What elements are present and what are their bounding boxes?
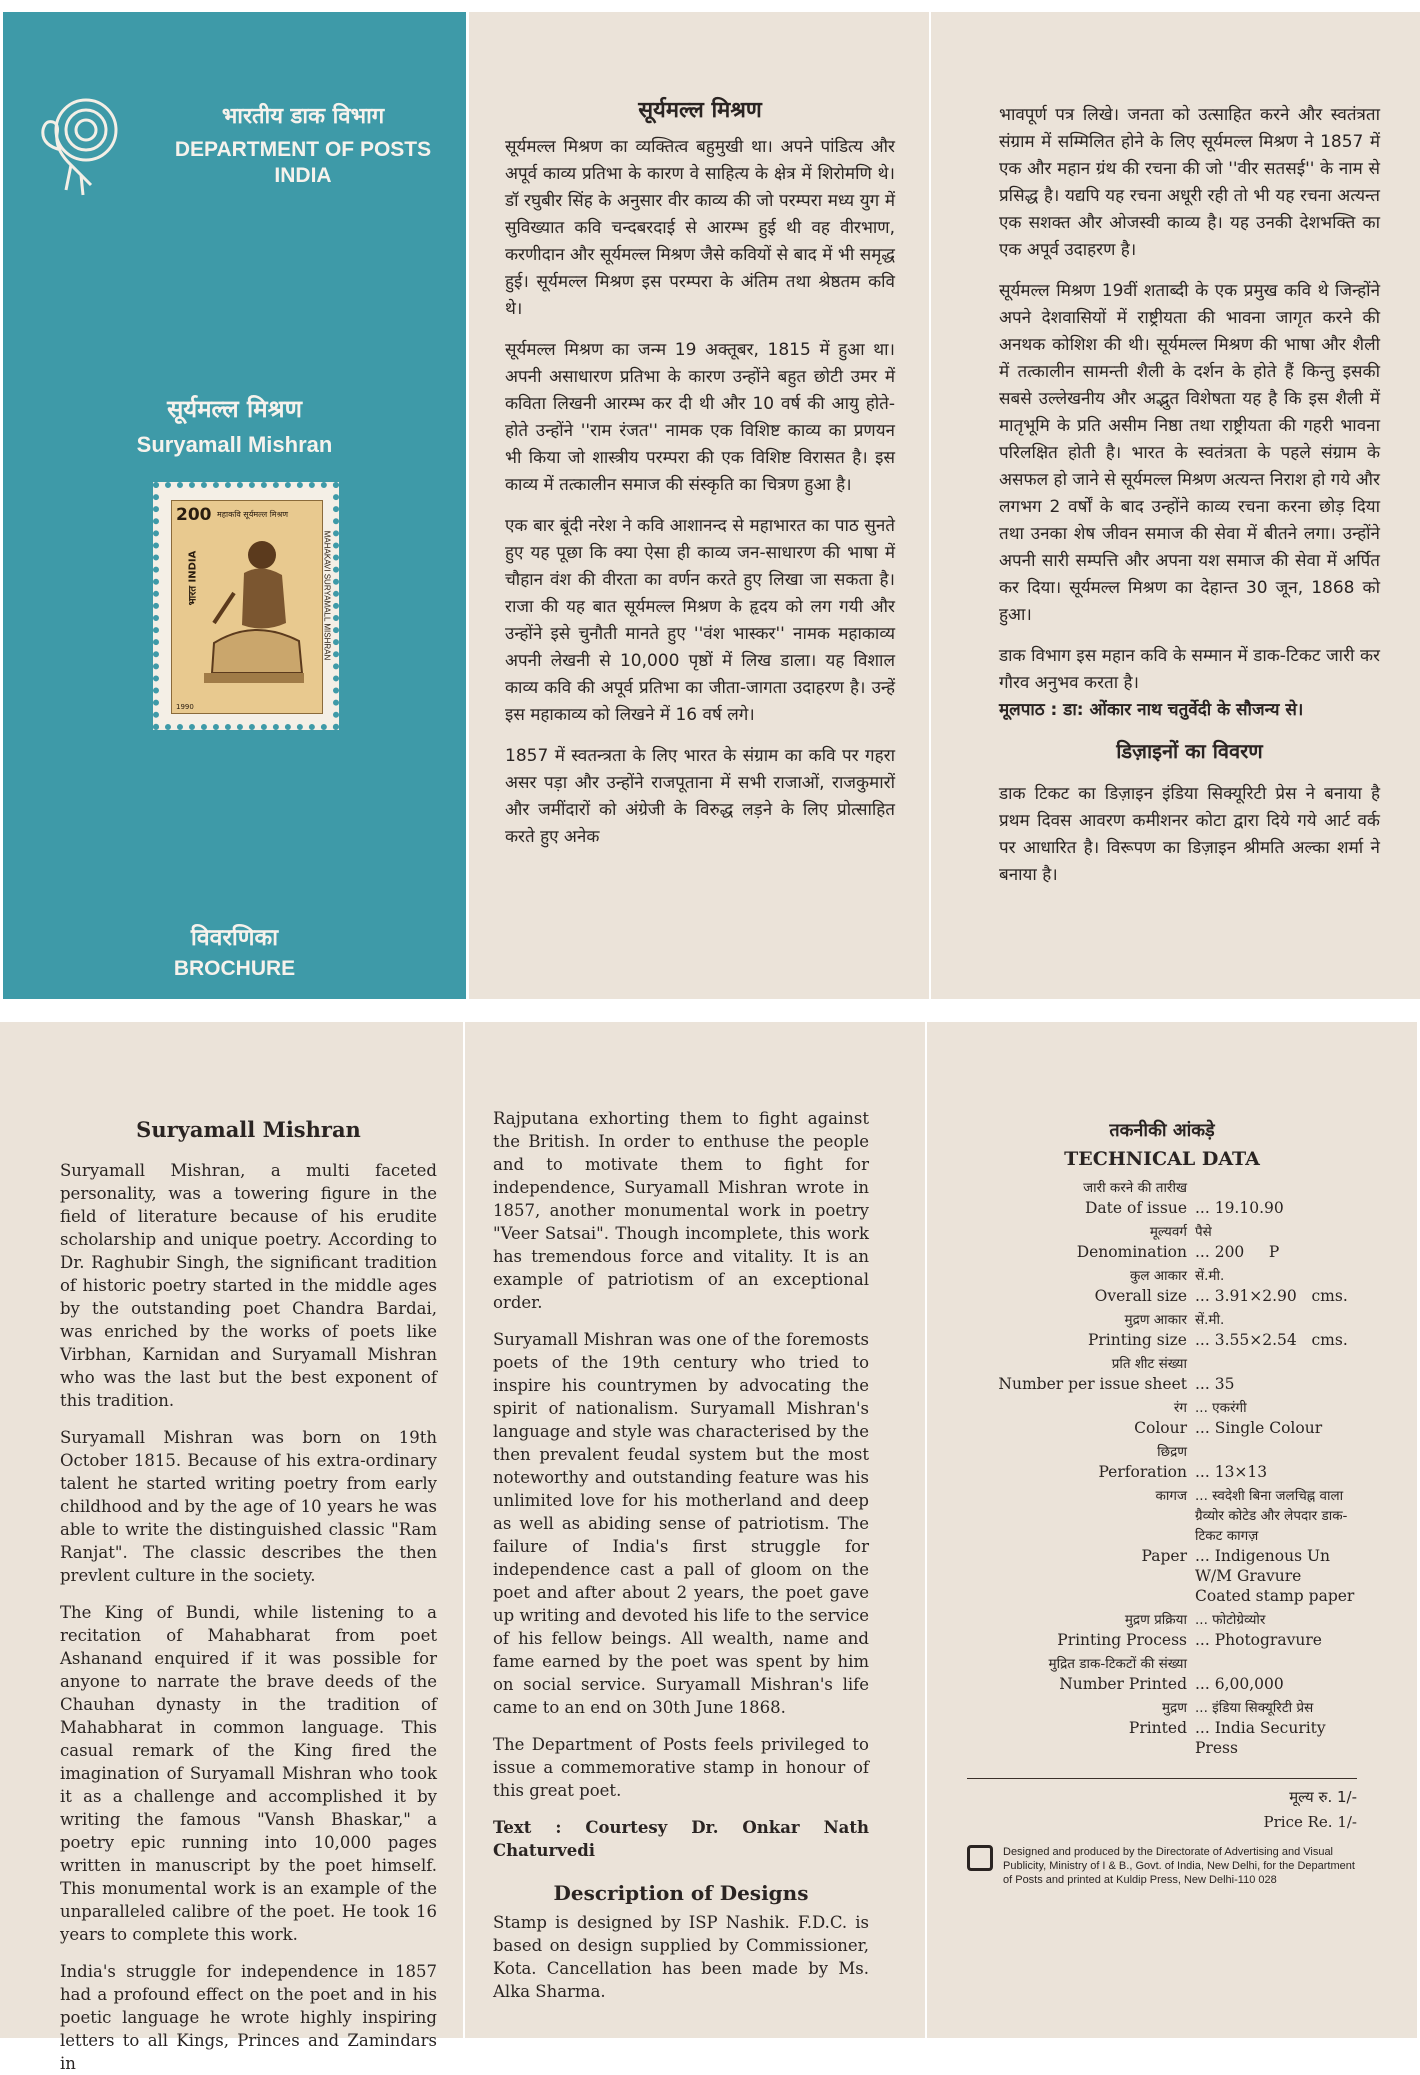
row-label-hindi: रंग xyxy=(1173,1400,1187,1416)
technical-row-hindi xyxy=(967,1654,1357,1674)
technical-row xyxy=(967,1654,1357,1694)
hindi-para-5: भावपूर्ण पत्र लिखे। जनता को उत्साहित करने और स्वतंत्रता संग्राम में सम्मिलित होने के लिए सूर्यमल्ल मिश्रण ने 1857 में एक और महान ग्रंथ की रचना की जो ''वीर सतसई'' के नाम से प्रसिद्ध है। यद्यपि यह रचना अधूरी रही तो भी यह रचना अत्यन्त एक सशक्त और ओजस्वी काव्य है। यह उनकी देशभक्ति का एक अपूर्व उदाहरण है। xyxy=(999,105,1380,260)
technical-row-hindi xyxy=(967,1442,1357,1462)
technical-row xyxy=(967,1310,1357,1350)
technical-row xyxy=(967,1178,1357,1218)
row-value-english: ... Indigenous Un W/M Gravure Coated stamp paper xyxy=(1195,1547,1355,1605)
technical-row xyxy=(967,1610,1357,1650)
row-value-hindi: सें.मी. xyxy=(1195,1268,1225,1284)
technical-panel xyxy=(927,1022,1417,2038)
technical-row-hindi xyxy=(967,1398,1357,1418)
row-label-english: Printed xyxy=(1128,1719,1187,1737)
english-design-title: Description of Designs xyxy=(553,1881,809,1905)
price-hindi: मूल्य रु. 1/- xyxy=(1289,1788,1357,1806)
english-title: Suryamall Mishran xyxy=(136,1117,361,1142)
cover-panel xyxy=(3,12,466,999)
row-value-hindi: ... एकरंगी xyxy=(1195,1400,1247,1416)
row-value-english: ... 200 P xyxy=(1195,1243,1280,1261)
hindi-para-1: सूर्यमल्ल मिश्रण का व्यक्तित्व बहुमुखी था। अपने पांडित्य और अपूर्व काव्य प्रतिभा के कारण वे साहित्य के क्षेत्र में शिरोमणि थे। डॉ रघुबीर सिंह के अनुसार वीर काव्य की जो परम्परा मध्य युग में सुविख्यात कवि चन्दबरदाई से आरम्भ हुई थी वह वीरभाण, करणीदान और सूर्यमल्ल मिश्रण जैसे कवियों से बाद में भी समृद्ध हुई। सूर्यमल्ल मिश्रण इस परम्परा के अंतिम तथा श्रेष्ठतम कवि थे। xyxy=(505,137,895,319)
stamp-artwork xyxy=(171,500,332,714)
stamp-side-text: MAHAKAVI SURYAMALL MISHRAN xyxy=(322,530,332,661)
row-value-hindi: ... इंडिया सिक्यूरिटी प्रेस xyxy=(1195,1700,1314,1716)
technical-row-hindi xyxy=(967,1178,1357,1198)
dept-name-hindi: भारतीय डाक विभाग xyxy=(221,104,385,129)
english-para-4: India's struggle for independence in 1857 had a profound effect on the poet and in his poetic language he wrote highly inspiring letters to all Kings, Princes and Zamindars in xyxy=(60,1962,437,2073)
footer xyxy=(967,1845,1357,1887)
row-value-english: ... 3.91×2.90 cms. xyxy=(1195,1287,1348,1305)
row-value-hindi: सें.मी. xyxy=(1195,1312,1225,1328)
row-label-english: Number per issue sheet xyxy=(998,1375,1187,1393)
hindi-design-title: डिज़ाइनों का विवरण xyxy=(1116,739,1263,763)
dept-country: INDIA xyxy=(274,164,332,187)
row-label-hindi: प्रति शीट संख्या xyxy=(1111,1356,1187,1372)
technical-row-english xyxy=(967,1242,1357,1262)
divider xyxy=(967,1778,1357,1779)
technical-row-english xyxy=(967,1630,1357,1650)
footer-text: Designed and produced by the Directorate of Advertising and Visual Publicity, Ministry of I & B., Govt. of India, New Delhi, for the Department of Posts and printed at Kuldip Press, New Delhi-110 028 xyxy=(1003,1846,1355,1886)
english-para-3: The King of Bundi, while listening to a recitation of Mahabharat from poet Ashanand enquired if it was possible for anyone to narrate the brave deeds of the Chauhan dynasty in the tradition of Mahabharat in common language. This casual remark of the King fired the imagination of Suryamall Mishran who took it as a challenge and accomplished it by writing the famous "Vansh Bhaskar," a poetry epic running into 10,000 pages written in manuscript by the poet himself. This monumental work is an example of the unparalleled calibre of the poet. He took 16 years to complete this work. xyxy=(60,1603,437,1944)
technical-row-hindi xyxy=(967,1354,1357,1374)
row-value-english: ... 6,00,000 xyxy=(1195,1675,1284,1693)
dav-logo-icon xyxy=(967,1845,993,1871)
technical-row-english xyxy=(967,1718,1357,1758)
hindi-para-6: सूर्यमल्ल मिश्रण 19वीं शताब्दी के एक प्रमुख कवि थे जिन्होंने अपने देशवासियों में राष्ट्रीयता की भावना जागृत करने की अनथक कोशिश की थी। सूर्यमल्ल मिश्रण की भाषा और शैली में तत्कालीन सामन्ती शैली के दर्शन के होते हैं किन्तु इसकी सबसे उल्लेखनीय और अद्भुत विशेषता यह है कि इस शैली में मातृभूमि के प्रति असीम निष्ठा तथा राष्ट्रीयता की गहरी भावना परिलक्षित होती है। भारत के स्वतंत्रता के पहले संग्राम के असफल हो जाने से सूर्यमल्ल मिश्रण अत्यन्त निराश हो गये और लगभग 2 वर्षों के बाद उन्होंने काव्य रचना करना छोड़ दिया तथा उनका शेष जीवन समाज की सेवा में बीतने लगा। उन्होंने अपनी सारी सम्पत्ति और अपना यश समाज की सेवा में अर्पित कर दिया। सूर्यमल्ल मिश्रण का देहान्त 30 जून, 1868 को हुआ। xyxy=(999,281,1380,625)
hindi-panel-2 xyxy=(931,12,1420,999)
row-label-hindi: मुद्रित डाक-टिकटों की संख्या xyxy=(1048,1656,1187,1672)
technical-row xyxy=(967,1354,1357,1394)
row-label-hindi: कुल आकार xyxy=(1130,1268,1187,1284)
cover-title-english: Suryamall Mishran xyxy=(136,432,333,457)
row-label-hindi: कागज xyxy=(1155,1488,1187,1504)
technical-row-english xyxy=(967,1674,1357,1694)
technical-title-english: TECHNICAL DATA xyxy=(1064,1148,1260,1170)
row-value-english: ... 35 xyxy=(1195,1375,1235,1393)
brochure-label-english: BROCHURE xyxy=(173,957,296,980)
technical-row-hindi xyxy=(967,1310,1357,1330)
row-label-english: Number Printed xyxy=(1059,1675,1187,1693)
technical-row-hindi xyxy=(967,1266,1357,1286)
technical-row-english xyxy=(967,1374,1357,1394)
english-para-1: Suryamall Mishran, a multi faceted personality, was a towering figure in the field of literature because of his erudite scholarship and unique poetry. According to Dr. Raghubir Singh, the significant tradition of historic poetry started in the middle ages by the outstanding poet Chandra Bardai, was enriched by the works of poets like Virbhan, Karnidan and Suryamall Mishran who was the last but the best exponent of this tradition. xyxy=(60,1161,437,1410)
hindi-para-7: डाक विभाग इस महान कवि के सम्मान में डाक-टिकट जारी कर गौरव अनुभव करता है। xyxy=(999,646,1380,693)
row-label-hindi: मुद्रण xyxy=(1161,1700,1187,1716)
dept-name-english: DEPARTMENT OF POSTS xyxy=(174,138,432,161)
row-value-english: ... Single Colour xyxy=(1195,1419,1323,1437)
technical-row-hindi xyxy=(967,1698,1357,1718)
row-value-english: ... 19.10.90 xyxy=(1195,1199,1284,1217)
english-design-text: Stamp is designed by ISP Nashik. F.D.C. is based on design supplied by Commissioner, Kota. Cancellation has been made by Ms. Alka Sharma. xyxy=(493,1913,869,2001)
stamp xyxy=(153,482,339,730)
technical-row xyxy=(967,1442,1357,1482)
english-panel-1 xyxy=(0,1022,463,2073)
hindi-para-2: सूर्यमल्ल मिश्रण का जन्म 19 अक्तूबर, 1815 में हुआ था। अपनी असाधारण प्रतिभा के कारण उन्होंने बहुत छोटी उमर में कविता लिखनी आरम्भ कर दी थी और 10 वर्ष की आयु होते-होते उन्होंने ''राम रंजत'' नामक एक विशिष्ट काव्य का प्रणयन भी किया जो शास्त्रीय परम्परा की एक विशिष्ट विरासत है। इस काव्य में तत्कालीन समाज की संस्कृति का चित्रण हुआ है। xyxy=(505,340,895,495)
row-value-hindi xyxy=(1195,1354,1357,1374)
hindi-panel-1 xyxy=(469,12,929,999)
hindi-para-3: एक बार बूंदी नरेश ने कवि आशानन्द से महाभारत का पाठ सुनते हुए यह पूछा कि क्या ऐसा ही काव्य जन-साधारण की भाषा में चौहान वंश की वीरता का वर्णन करते हुए लिखा जा सकता है। राजा की यह बात सूर्यमल्ल मिश्रण के हृदय को लग गयी और उन्होंने इसे चुनौती मानते हुए ''वंश भास्कर'' नामक महाकाव्य अपनी लेखनी से 10,000 पृष्ठों में लिख डाला। यह विशाल काव्य कवि की अपूर्व प्रतिभा का जीता-जागता उदाहरण है। उन्हें इस महाकाव्य को लिखने में 16 वर्ष लगे। xyxy=(505,516,895,725)
row-label-english: Date of issue xyxy=(1084,1199,1187,1217)
hindi-title: सूर्यमल्ल मिश्रण xyxy=(638,98,762,123)
technical-row-english xyxy=(967,1198,1357,1218)
technical-row-english xyxy=(967,1546,1357,1606)
english-credit: Text : Courtesy Dr. Onkar Nath Chaturvedi xyxy=(493,1818,869,1860)
technical-row-english xyxy=(967,1418,1357,1438)
row-value-english: ... 13×13 xyxy=(1195,1463,1268,1481)
english-para-6: Suryamall Mishran was one of the foremosts poets of the 19th century who tried to inspire his countrymen by advocating the spirit of nationalism. Suryamall Mishran's language and style was characterised by the then prevalent feudal system but the most noteworthy and outstanding feature was his unlimited love for his motherland and deep as well as abiding sense of patriotism. The failure of India's first struggle for independence cast a pall of gloom on the poet and after about 2 years, the poet gave up writing and devoted his life to the service of his fellow beings. All wealth, name and fame earned by the poet was spent by him on social service. Suryamall Mishran's life came to an end on 30th June 1868. xyxy=(493,1330,869,1717)
hindi-credit: मूलपाठ : डा: ओंकार नाथ चतुर्वेदी के सौजन्य से। xyxy=(999,700,1304,720)
technical-row-hindi xyxy=(967,1486,1357,1546)
hindi-design-text: डाक टिकट का डिज़ाइन इंडिया सिक्यूरिटी प्रेस ने बनाया है प्रथम दिवस आवरण कमीशनर कोटा द्वारा दिये गये आर्ट वर्क पर आधारित है। विरूपण का डिज़ाइन श्रीमति अल्का शर्मा ने बनाया है। xyxy=(999,784,1380,885)
english-para-7: The Department of Posts feels privileged to issue a commemorative stamp in honour of this great poet. xyxy=(493,1735,869,1800)
row-value-hindi xyxy=(1195,1442,1357,1462)
row-label-english: Colour xyxy=(1134,1419,1187,1437)
row-value-english: ... 3.55×2.54 cms. xyxy=(1195,1331,1348,1349)
row-label-hindi: छिद्रण xyxy=(1157,1444,1187,1460)
price-english: Price Re. 1/- xyxy=(1263,1813,1357,1831)
row-value-hindi: ... फोटोग्रेव्योर xyxy=(1195,1612,1266,1628)
english-para-5: Rajputana exhorting them to fight against the British. In order to enthuse the people and to motivate them to fight for independence, Suryamall Mishran wrote in 1857, another monumental work in poetry "Veer Satsai". Though incomplete, this work has tremendous force and vitality. It is an example of patriotism of an exceptional order. xyxy=(493,1109,869,1312)
peacock-logo-icon xyxy=(31,90,126,200)
row-value-hindi: ... स्वदेशी बिना जलचिह्न वाला ग्रैव्योर कोटेड और लेपदार डाक-टिकट कागज़ xyxy=(1195,1488,1348,1544)
row-label-english: Printing Process xyxy=(1057,1631,1187,1649)
poet-portrait xyxy=(194,523,314,693)
row-value-hindi xyxy=(1195,1654,1357,1674)
technical-row-hindi xyxy=(967,1222,1357,1242)
row-value-english: ... Photogravure xyxy=(1195,1631,1322,1649)
stamp-country: भारत INDIA xyxy=(187,550,199,606)
hindi-para-4: 1857 में स्वतन्त्रता के लिए भारत के संग्राम का कवि पर गहरा असर पड़ा और उन्होंने राजपूताना में सभी राजाओं, राजकुमारों और जमींदारों को अंग्रेजी के विरुद्ध लड़ने के लिए प्रोत्साहित करते हुए अनेक xyxy=(505,746,895,847)
row-label-hindi: मूल्यवर्ग xyxy=(1149,1224,1187,1240)
technical-rows xyxy=(967,1178,1357,1758)
row-label-hindi: मुद्रण प्रक्रिया xyxy=(1124,1612,1187,1628)
row-label-english: Overall size xyxy=(1094,1287,1187,1305)
row-label-hindi: मुद्रण आकार xyxy=(1124,1312,1187,1328)
technical-row-english xyxy=(967,1286,1357,1306)
technical-row xyxy=(967,1266,1357,1306)
technical-row xyxy=(967,1398,1357,1438)
row-value-hindi xyxy=(1195,1178,1357,1198)
row-value-hindi: पैसे xyxy=(1195,1224,1212,1240)
technical-row-english xyxy=(967,1330,1357,1350)
row-label-english: Printing size xyxy=(1087,1331,1187,1349)
row-label-english: Denomination xyxy=(1076,1243,1187,1261)
row-value-english: ... India Security Press xyxy=(1195,1719,1331,1757)
row-label-english: Paper xyxy=(1141,1547,1187,1565)
cover-title-hindi: सूर्यमल्ल मिश्रण xyxy=(167,395,302,423)
technical-row-english xyxy=(967,1462,1357,1482)
stamp-year: 1990 xyxy=(176,703,194,711)
english-panel-2 xyxy=(465,1022,925,2038)
technical-row xyxy=(967,1222,1357,1262)
technical-row xyxy=(967,1486,1357,1606)
stamp-value: 200 xyxy=(176,505,212,525)
stamp-title: महाकवि सूर्यमल्ल मिश्रण xyxy=(217,510,289,519)
row-label-hindi: जारी करने की तारीख xyxy=(1083,1180,1187,1196)
technical-title-hindi: तकनीकी आंकड़े xyxy=(1109,1120,1215,1141)
row-label-english: Perforation xyxy=(1098,1463,1187,1481)
technical-row xyxy=(967,1698,1357,1758)
brochure-label-hindi: विवरणिका xyxy=(190,925,279,951)
technical-row-hindi xyxy=(967,1610,1357,1630)
english-para-2: Suryamall Mishran was born on 19th October 1815. Because of his extra-ordinary talent he started writing poetry from early childhood and by the age of 10 years he was able to write the distinguished classic "Ram Ranjat". The classic describes the then prevlent culture in the society. xyxy=(60,1428,437,1585)
